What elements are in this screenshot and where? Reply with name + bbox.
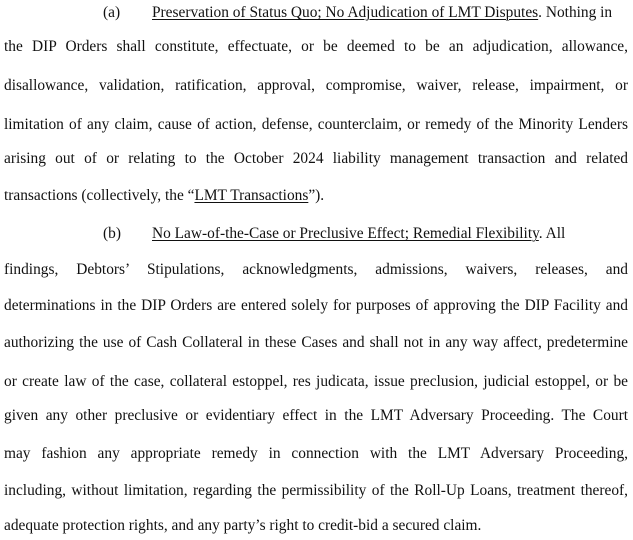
paragraph-line: may fashion any appropriate remedy in connection with the LMT Adversary Proceeding, (4, 445, 628, 462)
paragraph-line: given any other preclusive or evidentiary effect in the LMT Adversary Proceeding. The Court (4, 407, 628, 424)
section-a-marker: (a) (103, 4, 121, 21)
defined-term: LMT Transactions (194, 187, 309, 204)
paragraph-line: findings, Debtors’ Stipulations, acknowledgments, admissions, waivers, releases, and (4, 261, 628, 278)
paragraph-line: disallowance, validation, ratification, approval, compromise, waiver, release, impairment, or (4, 77, 628, 94)
paragraph-line: limitation of any claim, cause of action, defense, counterclaim, or remedy of the Minority Lenders (4, 116, 628, 133)
section-a-heading: Preservation of Status Quo; No Adjudication of LMT Disputes (152, 4, 539, 21)
section-b-heading: No Law-of-the-Case or Preclusive Effect; Remedial Flexibility (152, 225, 539, 242)
paragraph-line: authorizing the use of Cash Collateral in these Cases and shall not in any way affect, predetermine (4, 334, 628, 351)
section-b-heading-tail: . All (538, 225, 566, 242)
paragraph-last-line: transactions (collectively, the “LMT Transactions”). (4, 187, 325, 204)
paragraph-line: or create law of the case, collateral estoppel, res judicata, issue preclusion, judicial estoppel, or be (4, 373, 628, 390)
section-a-heading-tail: . Nothing in (538, 4, 613, 21)
paragraph-line: including, without limitation, regarding the permissibility of the Roll-Up Loans, treatment thereof, (4, 482, 628, 499)
paragraph-line: the DIP Orders shall constitute, effectuate, or be deemed to be an adjudication, allowance, (4, 38, 628, 55)
paragraph-line: determinations in the DIP Orders are entered solely for purposes of approving the DIP Facility and (4, 297, 628, 314)
section-b-marker: (b) (103, 225, 121, 242)
paragraph-line: arising out of or relating to the October 2024 liability management transaction and related (4, 150, 628, 167)
paragraph-last-line: adequate protection rights, and any party’s right to credit-bid a secured claim. (4, 517, 482, 534)
